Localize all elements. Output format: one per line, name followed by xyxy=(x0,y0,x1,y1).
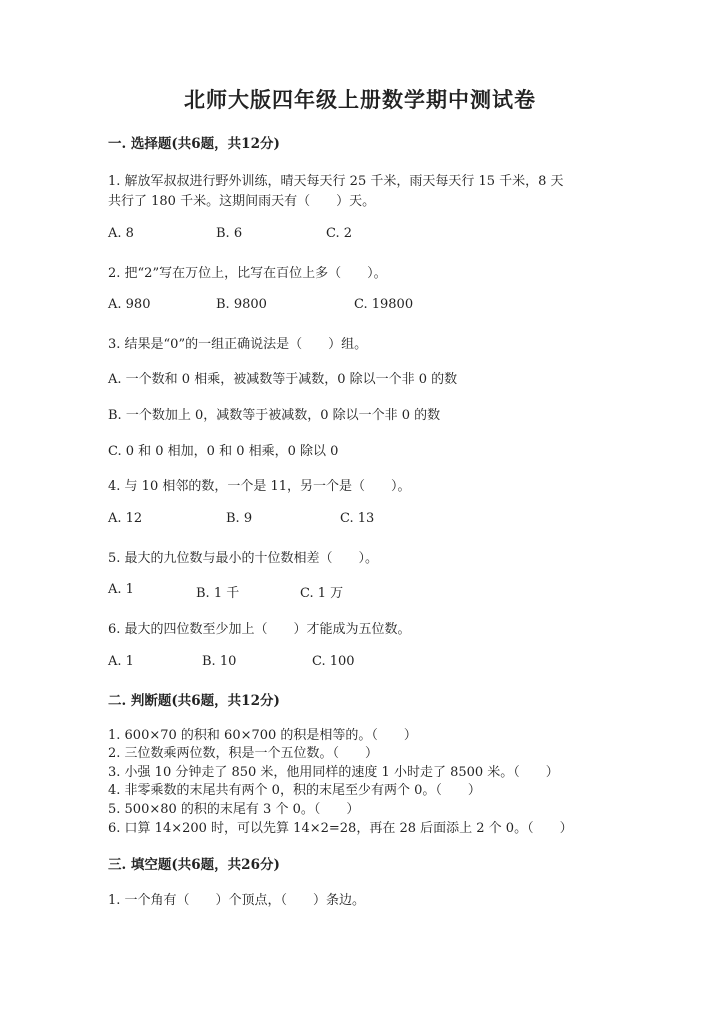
q5-option-c: C. 1 万 xyxy=(300,586,344,601)
question-4: 4. 与 10 相邻的数，一个是 11，另一个是（ ）。 xyxy=(108,479,411,494)
page-title: 北师大版四年级上册数学期中测试卷 xyxy=(184,87,536,112)
judgement-item-1: 1. 600×70 的积和 60×700 的积是相等的。（ ） xyxy=(108,728,417,743)
section-heading-fill-blank: 三. 填空题(共6题，共26分) xyxy=(108,857,280,873)
judgement-item-6: 6. 口算 14×200 时，可以先算 14×2=28，再在 28 后面添上 2 个 0。（ ） xyxy=(108,821,573,836)
question-5: 5. 最大的九位数与最小的十位数相差（ ）。 xyxy=(108,551,379,566)
judgement-item-2: 2. 三位数乘两位数，积是一个五位数。（ ） xyxy=(108,746,379,761)
question-3: 3. 结果是“0”的一组正确说法是（ ）组。 xyxy=(108,337,368,352)
q6-option-b: B. 10 xyxy=(202,654,237,669)
q2-option-c: C. 19800 xyxy=(354,297,414,312)
fill-blank-question-1: 1. 一个角有（ ）个顶点，（ ）条边。 xyxy=(108,893,366,908)
question-6: 6. 最大的四位数至少加上（ ）才能成为五位数。 xyxy=(108,622,411,637)
q5-option-b: B. 1 千 xyxy=(196,586,240,601)
q3-option-c: C. 0 和 0 相加，0 和 0 相乘，0 除以 0 xyxy=(108,444,339,459)
q1-option-c: C. 2 xyxy=(326,226,353,241)
q2-option-b: B. 9800 xyxy=(216,297,267,312)
q5-option-a: A. 1 xyxy=(108,582,134,597)
q6-option-c: C. 100 xyxy=(312,654,355,669)
section-heading-choice: 一. 选择题(共6题，共12分) xyxy=(108,136,280,152)
q3-option-b: B. 一个数加上 0，减数等于被减数，0 除以一个非 0 的数 xyxy=(108,408,441,423)
section-heading-judgement: 二. 判断题(共6题，共12分) xyxy=(108,693,280,709)
q2-option-a: A. 980 xyxy=(108,297,151,312)
judgement-item-4: 4. 非零乘数的末尾共有两个 0，积的末尾至少有两个 0。（ ） xyxy=(108,783,481,798)
judgement-item-5: 5. 500×80 的积的末尾有 3 个 0。（ ） xyxy=(108,802,360,817)
question-1-line-1: 1. 解放军叔叔进行野外训练，晴天每天行 25 千米，雨天每天行 15 千米，8 天 xyxy=(108,174,564,189)
q4-option-b: B. 9 xyxy=(226,511,253,526)
q1-option-b: B. 6 xyxy=(216,226,243,241)
judgement-item-3: 3. 小强 10 分钟走了 850 米，他用同样的速度 1 小时走了 8500 米。（ ） xyxy=(108,765,559,780)
q4-option-a: A. 12 xyxy=(108,511,143,526)
q4-option-c: C. 13 xyxy=(340,511,375,526)
question-2: 2. 把“2”写在万位上，比写在百位上多（ ）。 xyxy=(108,266,387,281)
q3-option-a: A. 一个数和 0 相乘，被减数等于减数，0 除以一个非 0 的数 xyxy=(108,372,458,387)
q1-option-a: A. 8 xyxy=(108,226,134,241)
question-1-line-2: 共行了 180 千米。这期间雨天有（ ）天。 xyxy=(108,194,376,209)
q6-option-a: A. 1 xyxy=(108,654,134,669)
